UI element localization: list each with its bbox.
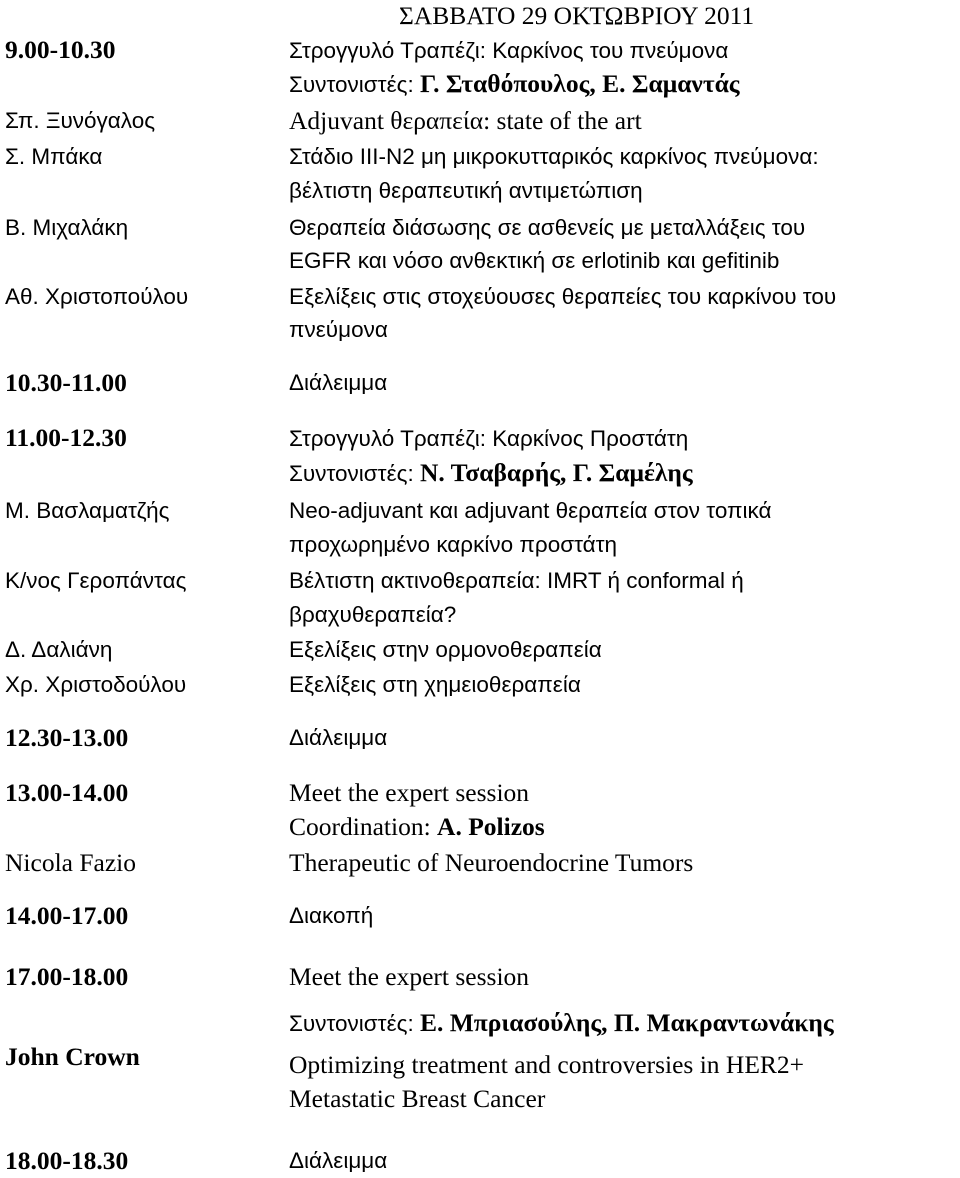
talk-stage-iii-line-2: βέλτιστη θεραπευτική αντιμετώπιση <box>289 178 643 203</box>
speaker-vaslamatzis: Μ. Βασλαματζής <box>5 498 170 523</box>
break-1-label: Διάλειμμα <box>289 370 388 395</box>
coordinators-names: A. Polizos <box>437 812 545 841</box>
speaker-crown: John Crown <box>5 1042 140 1071</box>
session-4-coordinators <box>289 1006 834 1041</box>
talk-radiotherapy-line-1: Βέλτιστη ακτινοθεραπεία: IMRT ή conformal ή <box>289 568 744 593</box>
talk-her2-line-2: Metastatic Breast Cancer <box>289 1084 546 1113</box>
session-1-title: Στρογγυλό Τραπέζι: Καρκίνος του πνεύμονα <box>289 38 729 63</box>
talk-radiotherapy-line-2: βραχυθεραπεία? <box>289 602 457 627</box>
talk-stage-iii-line-1: Στάδιο ΙΙΙ-Ν2 μη μικροκυτταρικός καρκίνος πνεύμονα: <box>289 144 819 169</box>
coordinators-label: Συντονιστές: <box>289 1011 420 1036</box>
talk-chemotherapy: Εξελίξεις στη χημειοθεραπεία <box>289 672 581 697</box>
session-3-time: 13.00-14.00 <box>5 778 129 807</box>
session-3-title: Meet the expert session <box>289 778 530 807</box>
break-4-label: Διάλειμμα <box>289 1148 388 1173</box>
talk-targeted-line-2: πνεύμονα <box>289 317 388 342</box>
session-3-coordinators <box>289 810 545 844</box>
speaker-daliani: Δ. Δαλιάνη <box>5 637 113 662</box>
break-4-time: 18.00-18.30 <box>5 1146 129 1175</box>
break-3-label: Διακοπή <box>289 903 374 928</box>
talk-egfr-line-1: Θεραπεία διάσωσης σε ασθενείς με μεταλλάξεις του <box>289 215 806 240</box>
talk-adjuvant: Adjuvant θεραπεία: state of the art <box>289 106 642 135</box>
session-2-coordinators <box>289 456 693 491</box>
coordinators-label: Coordination: <box>289 812 438 841</box>
coordinators-names: Ε. Μπριασούλης, Π. Μακραντωνάκης <box>419 1008 834 1037</box>
talk-neoadjuvant-line-1: Neo-adjuvant και adjuvant θεραπεία στον τοπικά <box>289 498 772 523</box>
coordinators-label: Συντονιστές: <box>289 72 420 97</box>
break-2-time: 12.30-13.00 <box>5 723 129 752</box>
break-1-time: 10.30-11.00 <box>5 368 127 397</box>
speaker-christopoulou: Αθ. Χριστοπούλου <box>5 284 189 309</box>
talk-egfr-line-2: EGFR και νόσο ανθεκτική σε erlotinib και gefitinib <box>289 248 780 273</box>
speaker-christodoulou: Χρ. Χριστοδούλου <box>5 672 187 697</box>
talk-her2-line-1: Optimizing treatment and controversies in HER2+ <box>289 1050 805 1079</box>
session-2-title: Στρογγυλό Τραπέζι: Καρκίνος Προστάτη <box>289 426 689 451</box>
coordinators-names: Γ. Σταθόπουλος, Ε. Σαμαντάς <box>419 69 740 98</box>
talk-neuroendocrine: Therapeutic of Neuroendocrine Tumors <box>289 848 694 877</box>
coordinators-names: Ν. Τσαβαρής, Γ. Σαμέλης <box>419 458 693 487</box>
speaker-michalaki: Β. Μιχαλάκη <box>5 215 129 240</box>
speaker-xynogalos: Σπ. Ξυνόγαλος <box>5 108 156 133</box>
talk-neoadjuvant-line-2: προχωρημένο καρκίνο προστάτη <box>289 532 618 557</box>
speaker-geropantas: Κ/νος Γεροπάντας <box>5 568 187 593</box>
session-1-coordinators <box>289 67 740 102</box>
speaker-baka: Σ. Μπάκα <box>5 144 103 169</box>
session-2-time: 11.00-12.30 <box>5 423 127 452</box>
talk-targeted-line-1: Εξελίξεις στις στοχεύουσες θεραπείες του καρκίνου του <box>289 284 837 309</box>
break-2-label: Διάλειμμα <box>289 725 388 750</box>
talk-hormone-therapy: Εξελίξεις στην ορμονοθεραπεία <box>289 637 602 662</box>
page-date: ΣΑΒΒΑΤΟ 29 ΟΚΤΩΒΡΙΟΥ 2011 <box>399 1 755 30</box>
coordinators-label: Συντονιστές: <box>289 461 420 486</box>
session-4-time: 17.00-18.00 <box>5 962 129 991</box>
session-4-title: Meet the expert session <box>289 962 530 991</box>
speaker-fazio: Nicola Fazio <box>5 848 136 877</box>
break-3-time: 14.00-17.00 <box>5 901 129 930</box>
session-1-time: 9.00-10.30 <box>5 35 116 64</box>
